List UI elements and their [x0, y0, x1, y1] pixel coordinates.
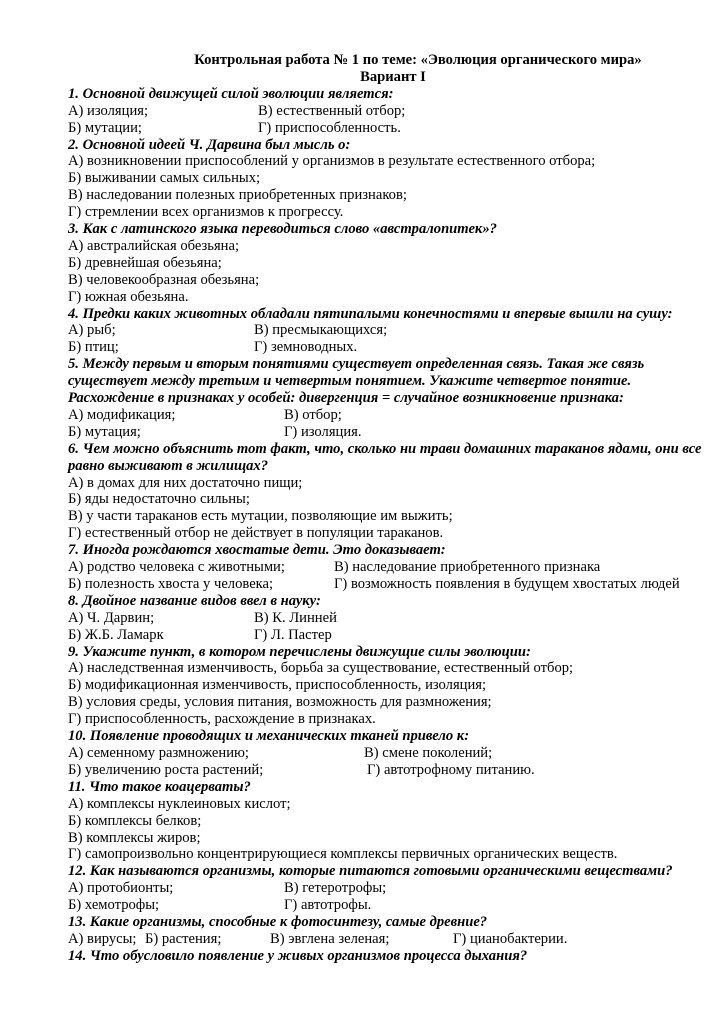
- answer-row: [68, 120, 718, 137]
- answer-option: А) вирусы;: [68, 930, 137, 947]
- answer-row: [68, 846, 718, 863]
- answer-option: А) семенному размножению;: [68, 745, 249, 761]
- question: [68, 542, 718, 593]
- answer-row: [68, 272, 718, 289]
- answer-row: [68, 525, 718, 542]
- answer-row: [68, 491, 718, 508]
- answer-row: [68, 103, 718, 120]
- answer-row: [68, 610, 718, 627]
- answer-option: Б) Ж.Б. Ламарк: [68, 626, 164, 643]
- answer-option: В) у части тараканов есть мутации, позволяющие им выжить;: [68, 508, 453, 525]
- document-title: Контрольная работа № 1 по теме: «Эволюция органического мира»: [194, 52, 642, 68]
- answer-option: А) комплексы нуклеиновых кислот;: [68, 795, 291, 812]
- answer-option: В) наследовании полезных приобретенных признаков;: [68, 187, 407, 204]
- answer-row: [68, 153, 718, 170]
- question-text: 14. Что обусловило появление у живых организмов процесса дыхания?: [68, 947, 528, 964]
- variant-label: Вариант I: [360, 68, 426, 85]
- answer-option: Б) полезность хвоста у человека;: [68, 575, 274, 592]
- answer-row: [68, 660, 718, 677]
- question: [68, 356, 718, 441]
- question: [68, 306, 718, 357]
- question-text: 2. Основной идеей Ч. Дарвина был мысль о:: [68, 136, 351, 153]
- answer-option: Г) стремлении всех организмов к прогрессу.: [68, 204, 344, 221]
- answer-row: [68, 813, 718, 830]
- answer-option: Г) естественный отбор не действует в популяции тараканов.: [68, 525, 444, 542]
- answer-row: [68, 796, 718, 813]
- answer-option: А) рыб;: [68, 322, 116, 339]
- answer-option: А) возникновении приспособлений у организмов в результате естественного отбора;: [68, 153, 596, 170]
- answer-row: [68, 576, 718, 593]
- answer-option: В) К. Линней: [254, 609, 337, 626]
- question-list: [68, 86, 718, 965]
- question: [68, 863, 718, 914]
- answer-option: В) человекообразная обезьяна;: [68, 271, 260, 288]
- answer-row: [68, 289, 718, 306]
- answer-row: [68, 170, 718, 187]
- answer-row: [68, 475, 718, 492]
- answer-row: [68, 187, 718, 204]
- answer-option: Г) изоляция.: [284, 423, 362, 440]
- question-text: 6. Чем можно объяснить тот факт, что, сколько ни трави домашних тараканов ядами, они все равно выживают в жилищах?: [68, 440, 702, 474]
- question-text: 12. Как называются организмы, которые питаются готовыми органическими веществами?: [68, 863, 673, 880]
- answer-option: В) пресмыкающихся;: [254, 322, 388, 339]
- answer-row: [68, 627, 718, 644]
- answer-option: А) протобионты;: [68, 880, 174, 897]
- question: [68, 914, 718, 948]
- answer-option: А) родство человека с животными;: [68, 559, 285, 576]
- answer-row: [68, 424, 718, 441]
- answer-option: Г) земноводных.: [254, 339, 358, 356]
- answer-row: [68, 255, 718, 272]
- question: [68, 441, 718, 542]
- answer-option: В) наследование приобретенного признака: [334, 559, 601, 576]
- answer-row: [68, 238, 718, 255]
- question-text: 8. Двойное название видов ввел в науку:: [68, 592, 321, 609]
- answer-row: [68, 407, 718, 424]
- answer-option: Г) приспособленность, расхождение в признаках.: [68, 711, 376, 728]
- answer-option: Б) мутация;: [68, 423, 141, 440]
- answer-option: В) отбор;: [284, 406, 342, 423]
- answer-row: [68, 931, 718, 948]
- answer-option: В) комплексы жиров;: [68, 829, 201, 846]
- answer-row: [68, 711, 718, 728]
- test-document: [68, 52, 718, 965]
- answer-option: Г) цианобактерии.: [453, 930, 568, 947]
- question-text: 3. Как с латинского языка переводиться слово «австралопитек»?: [68, 221, 497, 238]
- answer-row: [68, 762, 718, 779]
- question-text: 5. Между первым и вторым понятиями существует определенная связь. Такая же связь существует между третьим и четвертым понятием. Укажите четвертое понятие. Расхождение в признаках у особей: дивергенция = случайное возникновение признака:: [68, 356, 645, 407]
- answer-option: Б) древнейшая обезьяна;: [68, 254, 222, 271]
- answer-option: Б) мутации;: [68, 119, 142, 136]
- question-text: 10. Появление проводящих и механических тканей привело к:: [68, 728, 470, 745]
- answer-row: [68, 897, 718, 914]
- answer-row: [68, 830, 718, 847]
- answer-row: [68, 204, 718, 221]
- answer-option: А) модификация;: [68, 406, 176, 423]
- question: [68, 137, 718, 222]
- answer-row: [68, 880, 718, 897]
- answer-option: Б) яды недостаточно сильны;: [68, 491, 250, 508]
- answer-option: Г) приспособленность.: [258, 119, 401, 136]
- answer-option: Б) выживании самых сильных;: [68, 170, 261, 187]
- answer-option: Б) комплексы белков;: [68, 812, 202, 829]
- answer-row: [68, 322, 718, 339]
- answer-option: Г) возможность появления в будущем хвостатых людей: [334, 575, 680, 592]
- answer-option: Г) Л. Пастер: [254, 626, 332, 643]
- question: [68, 221, 718, 306]
- answer-row: [68, 559, 718, 576]
- question: [68, 86, 718, 137]
- answer-option: А) наследственная изменчивость, борьба за существование, естественный отбор;: [68, 660, 574, 677]
- answer-option: Б) птиц;: [68, 339, 119, 356]
- question: [68, 779, 718, 864]
- question-text: 4. Предки каких животных обладали пятипалыми конечностями и впервые вышли на сушу:: [68, 305, 673, 322]
- answer-option: Б) модификационная изменчивость, приспособленность, изоляция;: [68, 677, 487, 694]
- answer-option: В) гетеротрофы;: [284, 880, 387, 897]
- answer-option: А) австралийская обезьяна;: [68, 237, 240, 254]
- question: [68, 948, 718, 965]
- answer-option: В) эвглена зеленая;: [270, 930, 390, 947]
- answer-option: В) естественный отбор;: [258, 102, 406, 119]
- question: [68, 593, 718, 644]
- question-text: 1. Основной движущей силой эволюции является:: [68, 85, 394, 102]
- question: [68, 644, 718, 729]
- answer-option: Б) растения;: [145, 930, 222, 947]
- question-text: 9. Укажите пункт, в котором перечислены движущие силы эволюции:: [68, 643, 531, 660]
- answer-option: А) изоляция;: [68, 102, 149, 119]
- answer-row: [68, 677, 718, 694]
- question-text: 7. Иногда рождаются хвостатые дети. Это доказывает:: [68, 542, 446, 559]
- answer-option: А) в домах для них достаточно пищи;: [68, 474, 303, 491]
- answer-option: Г) самопроизвольно концентрирующиеся комплексы первичных органических веществ.: [68, 846, 618, 863]
- answer-row: [68, 745, 718, 762]
- answer-option: А) Ч. Дарвин;: [68, 609, 155, 626]
- answer-row: [68, 694, 718, 711]
- answer-option: Г) южная обезьяна.: [68, 288, 189, 305]
- answer-option: Б) хемотрофы;: [68, 897, 160, 914]
- answer-option: Г) автотрофы.: [284, 897, 372, 914]
- question-text: 13. Какие организмы, способные к фотосинтезу, самые древние?: [68, 914, 488, 930]
- answer-option: Г) автотрофному питанию.: [367, 761, 535, 778]
- question: [68, 728, 718, 779]
- answer-option: Б) увеличению роста растений;: [68, 761, 264, 778]
- answer-option: В) условия среды, условия питания, возможность для размножения;: [68, 694, 492, 711]
- question-text: 11. Что такое коацерваты?: [68, 778, 251, 795]
- answer-row: [68, 339, 718, 356]
- answer-row: [68, 508, 718, 525]
- answer-option: В) смене поколений;: [364, 745, 493, 761]
